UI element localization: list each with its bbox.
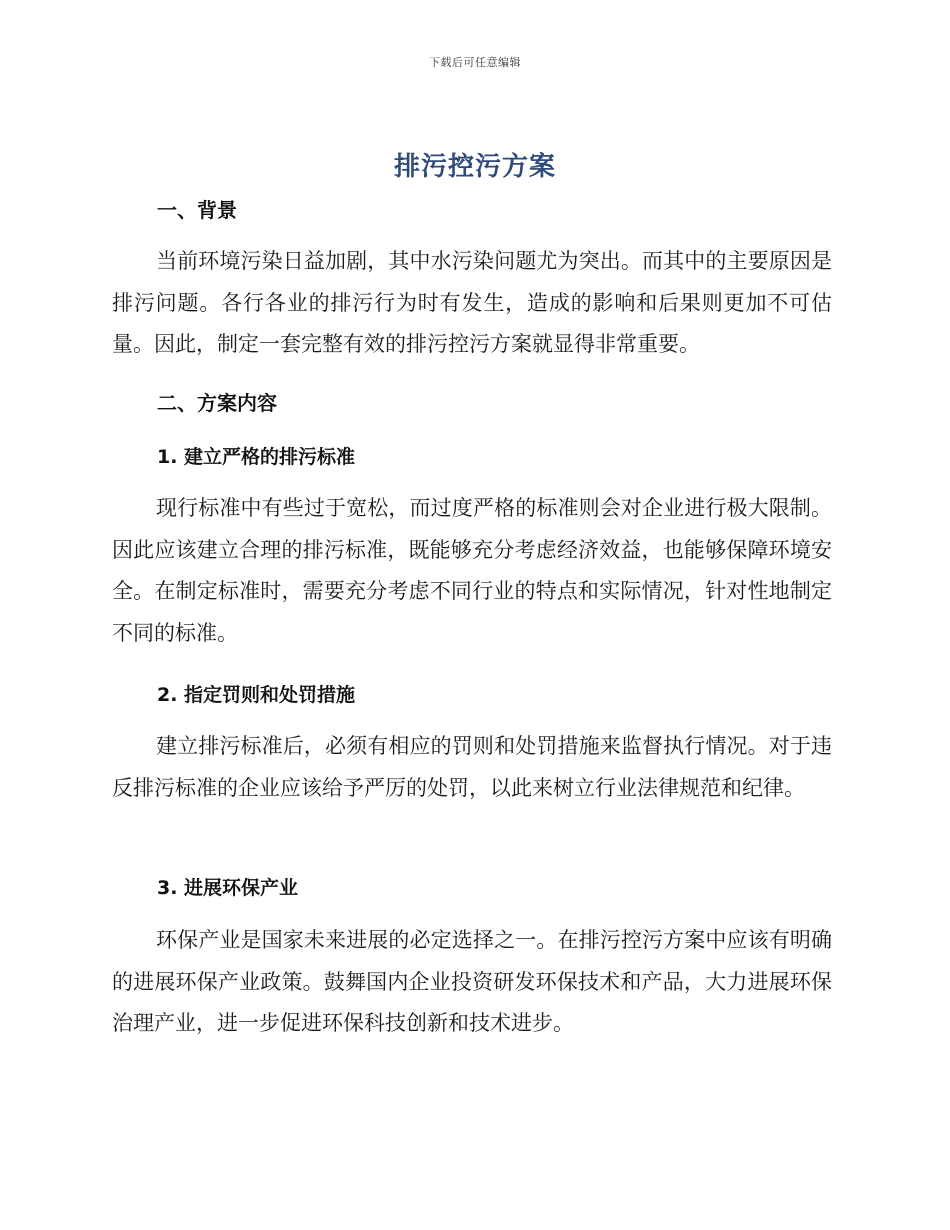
document-title: 排污控污方案 <box>393 152 556 182</box>
paragraph-background: 当前环境污染日益加剧，其中水污染问题尤为突出。而其中的主要原因是排污问题。各行各业的排污行为时有发生，造成的影响和后果则更加不可估量。因此，制定一套完整有效的排污控污方案就显得非常重要。 <box>112 249 832 356</box>
section-heading-plan: 二、方案内容 <box>157 391 277 415</box>
subsection-heading-penalties: 2. 指定罚则和处罚措施 <box>157 684 356 706</box>
paragraph-industry: 环保产业是国家未来进展的必定选择之一。在排污控污方案中应该有明确的进展环保产业政策。鼓舞国内企业投资研发环保技术和产品，大力进展环保治理产业，进一步促进环保科技创新和技术进步。 <box>112 928 832 1035</box>
section-heading-background: 一、背景 <box>157 198 237 222</box>
subsection-heading-industry: 3. 进展环保产业 <box>157 877 299 899</box>
paragraph-penalties: 建立排污标准后，必须有相应的罚则和处罚措施来监督执行情况。对于违反排污标准的企业应该给予严厉的处罚，以此来树立行业法律规范和纪律。 <box>112 734 832 800</box>
paragraph-standards: 现行标准中有些过于宽松，而过度严格的标准则会对企业进行极大限制。因此应该建立合理的排污标准，既能够充分考虑经济效益，也能够保障环境安全。在制定标准时，需要充分考虑不同行业的特点和实际情况，针对性地制定不同的标准。 <box>112 496 832 645</box>
header-note: 下载后可任意编辑 <box>429 56 521 69</box>
subsection-heading-standards: 1. 建立严格的排污标准 <box>157 446 356 468</box>
